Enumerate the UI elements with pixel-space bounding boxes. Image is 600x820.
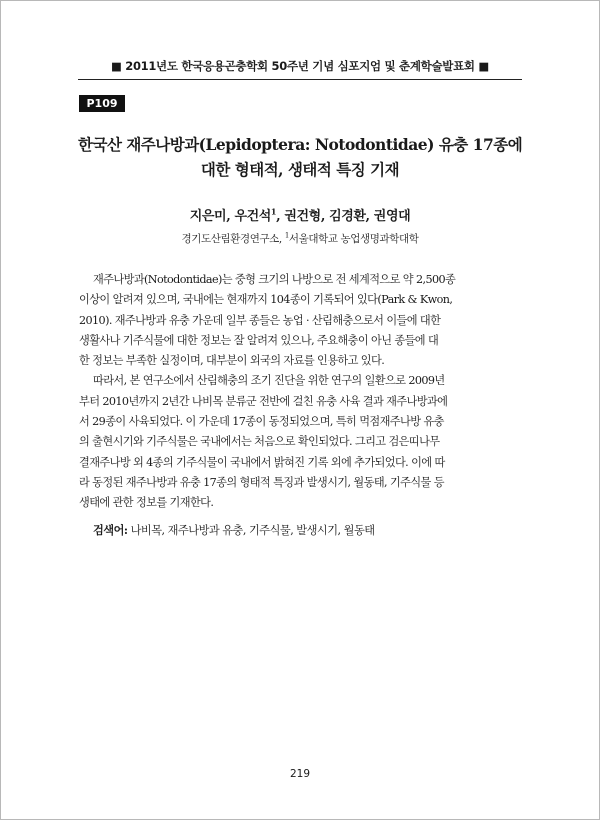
keywords-text: 나비목, 재주나방과 유충, 기주식물, 발생시기, 월동태 [127, 524, 375, 537]
author-affil-marker: 1 [270, 206, 277, 217]
keywords-label: 검색어: [93, 523, 128, 537]
abstract-line: 2010). 재주나방과 유충 가운데 일부 종들은 농업 · 산림해충으로서 이들에 대한 [79, 313, 441, 327]
abstract-line: 결재주나방 외 4종의 기주식물이 국내에서 밝혀진 기록 외에 추가되었다. 이에 따 [79, 455, 445, 469]
abstract-line: 의 출현시기와 기주식물은 국내에서는 처음으로 확인되었다. 그리고 검은띠나무 [79, 435, 440, 449]
authors-part-2: , 권건형, 김경환, 권영대 [276, 209, 411, 224]
keywords [79, 522, 521, 538]
author-list [78, 205, 522, 224]
paper-title [78, 132, 522, 182]
abstract-body [79, 270, 521, 514]
title-line-1: 한국산 재주나방과(Lepidoptera: Notodontidae) 유충 17종에 [78, 135, 523, 154]
abstract-paragraph-2 [79, 371, 521, 513]
abstract-line: 생활사나 기주식물에 대한 정보는 잘 알려져 있으나, 주요해충이 아닌 종들에 대 [79, 333, 439, 347]
page-number: 219 [289, 768, 311, 780]
affiliation-part-2: 서울대학교 농업생명과학대학 [288, 233, 419, 245]
abstract-line: 따라서, 본 연구소에서 산림해충의 조기 진단을 위한 연구의 일환으로 2009년 [93, 374, 445, 388]
affiliation-part-1: 경기도산림환경연구소, [181, 233, 285, 245]
abstract-line: 이상이 알려져 있으며, 국내에는 현재까지 104종이 기록되어 있다(Park & Kwon, [79, 293, 453, 307]
abstract-line: 한 정보는 부족한 실정이며, 대부분이 외국의 자료를 인용하고 있다. [79, 354, 385, 368]
authors-part-1: 지은미, 우건석 [189, 209, 271, 224]
header-rule [78, 79, 522, 80]
title-line-2: 대한 형태적, 생태적 특징 기재 [200, 160, 400, 179]
running-header: ■ 2011년도 한국응용곤충학회 50주년 기념 심포지엄 및 춘계학술발표회 ■ [110, 59, 489, 73]
abstract-paragraph-1 [79, 270, 521, 371]
affiliation [78, 231, 522, 246]
abstract-line: 서 29종이 사육되었다. 이 가운데 17종이 동정되었으며, 특히 먹점재주나방 유충 [79, 415, 444, 429]
abstract-line: 생태에 관한 정보를 기재한다. [79, 496, 214, 510]
abstract-line: 라 동정된 재주나방과 유충 17종의 형태적 특징과 발생시기, 월동태, 기주식물 등 [79, 475, 444, 489]
affiliation-marker: 1 [284, 231, 289, 240]
abstract-line: 부터 2010년까지 2년간 나비목 분류군 전반에 걸친 유충 사육 결과 재주나방과에 [79, 394, 448, 408]
abstract-line: 재주나방과(Notodontidae)는 중형 크기의 나방으로 전 세계적으로 약 2,500종 [93, 273, 456, 286]
poster-id-badge: P109 [79, 95, 125, 112]
